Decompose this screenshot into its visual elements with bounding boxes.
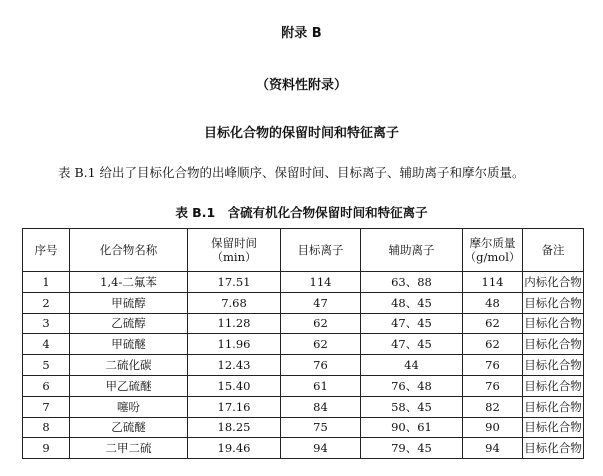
header-retention-time-unit: （min） <box>211 250 257 264</box>
table-row <box>23 313 584 334</box>
cell-target-ion: 84 <box>281 396 361 417</box>
cell-note: 目标化合物 <box>523 355 584 376</box>
cell-no: 1 <box>23 272 70 293</box>
cell-name: 甲硫醚 <box>70 334 188 355</box>
cell-name: 乙硫醇 <box>70 313 188 334</box>
cell-aux-ion: 47、45 <box>361 313 463 334</box>
cell-retention-time: 11.28 <box>188 313 281 334</box>
cell-molar-mass: 114 <box>463 272 523 293</box>
cell-name: 甲硫醇 <box>70 292 188 313</box>
cell-no: 3 <box>23 313 70 334</box>
intro-paragraph: 表 B.1 给出了目标化合物的出峰顺序、保留时间、目标离子、辅助离子和摩尔质量。 <box>58 165 525 180</box>
cell-target-ion: 62 <box>281 334 361 355</box>
cell-note: 目标化合物 <box>523 375 584 396</box>
cell-name: 二硫化碳 <box>70 355 188 376</box>
cell-no: 7 <box>23 396 70 417</box>
cell-name: 二甲二硫 <box>70 438 188 459</box>
cell-no: 5 <box>23 355 70 376</box>
cell-target-ion: 47 <box>281 292 361 313</box>
cell-note: 内标化合物 <box>523 272 584 293</box>
cell-molar-mass: 82 <box>463 396 523 417</box>
cell-target-ion: 62 <box>281 313 361 334</box>
cell-name: 1,4-二氟苯 <box>70 272 188 293</box>
cell-note: 目标化合物 <box>523 334 584 355</box>
cell-aux-ion: 47、45 <box>361 334 463 355</box>
cell-target-ion: 114 <box>281 272 361 293</box>
cell-retention-time: 11.96 <box>188 334 281 355</box>
cell-aux-ion: 58、45 <box>361 396 463 417</box>
cell-molar-mass: 48 <box>463 292 523 313</box>
cell-molar-mass: 90 <box>463 417 523 438</box>
table-row <box>23 272 584 293</box>
cell-molar-mass: 76 <box>463 355 523 376</box>
header-retention-time-label: 保留时间 <box>211 236 257 250</box>
cell-retention-time: 17.16 <box>188 396 281 417</box>
cell-target-ion: 76 <box>281 355 361 376</box>
cell-retention-time: 19.46 <box>188 438 281 459</box>
table-caption: 表 B.1 含硫有机化合物保留时间和特征离子 <box>175 205 428 220</box>
table-row <box>23 292 584 313</box>
header-note: 备注 <box>523 229 584 272</box>
cell-note: 目标化合物 <box>523 438 584 459</box>
cell-target-ion: 94 <box>281 438 361 459</box>
table-header-row <box>23 229 584 272</box>
table-row <box>23 355 584 376</box>
cell-no: 6 <box>23 375 70 396</box>
table-row <box>23 417 584 438</box>
appendix-title: 附录 B <box>281 26 322 41</box>
header-molar-mass-label: 摩尔质量 <box>469 236 516 250</box>
table-row <box>23 375 584 396</box>
cell-molar-mass: 62 <box>463 334 523 355</box>
cell-target-ion: 61 <box>281 375 361 396</box>
cell-molar-mass: 94 <box>463 438 523 459</box>
cell-aux-ion: 76、48 <box>361 375 463 396</box>
cell-aux-ion: 44 <box>361 355 463 376</box>
cell-retention-time: 7.68 <box>188 292 281 313</box>
cell-note: 目标化合物 <box>523 396 584 417</box>
cell-aux-ion: 90、61 <box>361 417 463 438</box>
header-no: 序号 <box>23 229 70 272</box>
cell-no: 8 <box>23 417 70 438</box>
cell-note: 目标化合物 <box>523 292 584 313</box>
cell-target-ion: 75 <box>281 417 361 438</box>
cell-no: 2 <box>23 292 70 313</box>
header-retention-time <box>188 229 281 272</box>
cell-name: 乙硫醚 <box>70 417 188 438</box>
table-row <box>23 396 584 417</box>
cell-molar-mass: 62 <box>463 313 523 334</box>
header-molar-mass <box>463 229 523 272</box>
document-title: 目标化合物的保留时间和特征离子 <box>203 126 399 141</box>
cell-note: 目标化合物 <box>523 313 584 334</box>
cell-aux-ion: 79、45 <box>361 438 463 459</box>
header-molar-mass-unit: （g/mol） <box>464 250 521 264</box>
cell-name: 噻吩 <box>70 396 188 417</box>
header-aux-ion: 辅助离子 <box>361 229 463 272</box>
cell-aux-ion: 63、88 <box>361 272 463 293</box>
cell-retention-time: 15.40 <box>188 375 281 396</box>
header-target-ion: 目标离子 <box>281 229 361 272</box>
cell-note: 目标化合物 <box>523 417 584 438</box>
cell-retention-time: 17.51 <box>188 272 281 293</box>
cell-name: 甲乙硫醚 <box>70 375 188 396</box>
cell-no: 9 <box>23 438 70 459</box>
cell-aux-ion: 48、45 <box>361 292 463 313</box>
table-row <box>23 438 584 459</box>
cell-retention-time: 18.25 <box>188 417 281 438</box>
cell-no: 4 <box>23 334 70 355</box>
header-name: 化合物名称 <box>70 229 188 272</box>
cell-retention-time: 12.43 <box>188 355 281 376</box>
appendix-nature: （资料性附录） <box>255 78 347 93</box>
compound-table <box>22 228 584 459</box>
table-row <box>23 334 584 355</box>
cell-molar-mass: 76 <box>463 375 523 396</box>
